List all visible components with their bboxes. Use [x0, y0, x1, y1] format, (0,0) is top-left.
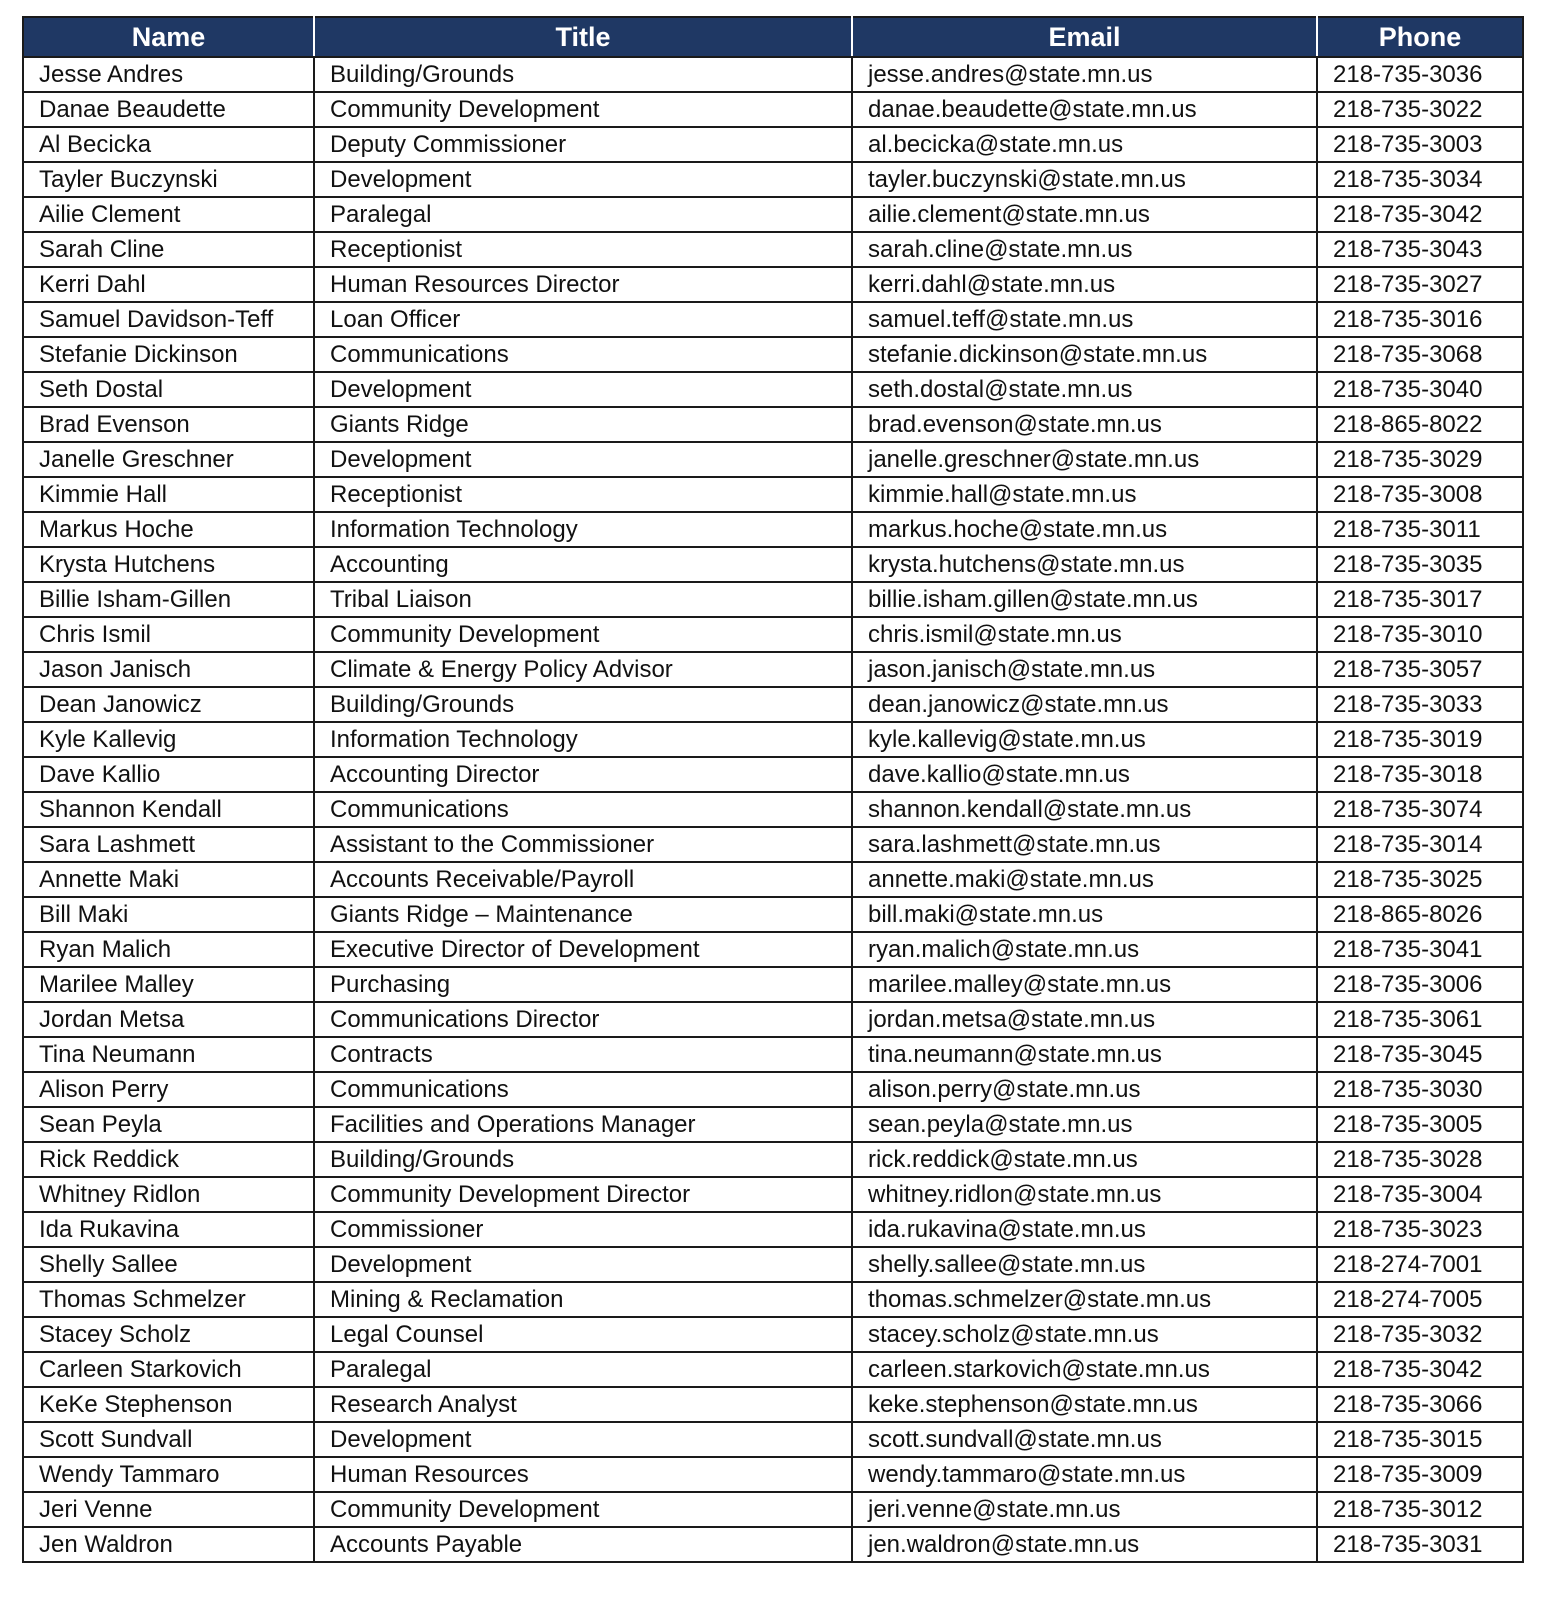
cell-title: Building/Grounds: [314, 1142, 852, 1177]
cell-email: alison.perry@state.mn.us: [852, 1072, 1317, 1107]
cell-phone: 218-735-3009: [1317, 1457, 1523, 1492]
cell-phone: 218-735-3031: [1317, 1527, 1523, 1562]
cell-phone: 218-735-3043: [1317, 232, 1523, 267]
table-row: [23, 1142, 1523, 1177]
cell-name: Alison Perry: [23, 1072, 314, 1107]
cell-name: Jordan Metsa: [23, 1002, 314, 1037]
cell-title: Giants Ridge: [314, 407, 852, 442]
cell-title: Receptionist: [314, 477, 852, 512]
table-row: [23, 1002, 1523, 1037]
cell-phone: 218-865-8026: [1317, 897, 1523, 932]
cell-email: shelly.sallee@state.mn.us: [852, 1247, 1317, 1282]
table-row: [23, 1422, 1523, 1457]
cell-name: Krysta Hutchens: [23, 547, 314, 582]
table-row: [23, 827, 1523, 862]
cell-phone: 218-735-3017: [1317, 582, 1523, 617]
cell-phone: 218-274-7005: [1317, 1282, 1523, 1317]
cell-email: stacey.scholz@state.mn.us: [852, 1317, 1317, 1352]
cell-email: samuel.teff@state.mn.us: [852, 302, 1317, 337]
cell-phone: 218-735-3041: [1317, 932, 1523, 967]
table-row: [23, 897, 1523, 932]
cell-name: Rick Reddick: [23, 1142, 314, 1177]
cell-name: Al Becicka: [23, 127, 314, 162]
column-header-phone: Phone: [1317, 17, 1523, 57]
cell-title: Accounts Receivable/Payroll: [314, 862, 852, 897]
cell-name: Marilee Malley: [23, 967, 314, 1002]
table-row: [23, 1352, 1523, 1387]
table-row: [23, 1247, 1523, 1282]
cell-email: sarah.cline@state.mn.us: [852, 232, 1317, 267]
cell-email: kyle.kallevig@state.mn.us: [852, 722, 1317, 757]
cell-email: stefanie.dickinson@state.mn.us: [852, 337, 1317, 372]
cell-email: jesse.andres@state.mn.us: [852, 57, 1317, 92]
table-row: [23, 1177, 1523, 1212]
cell-title: Development: [314, 1422, 852, 1457]
cell-email: seth.dostal@state.mn.us: [852, 372, 1317, 407]
cell-email: wendy.tammaro@state.mn.us: [852, 1457, 1317, 1492]
cell-title: Paralegal: [314, 197, 852, 232]
staff-directory-table: [22, 16, 1524, 1563]
cell-title: Human Resources: [314, 1457, 852, 1492]
cell-phone: 218-735-3028: [1317, 1142, 1523, 1177]
cell-phone: 218-865-8022: [1317, 407, 1523, 442]
cell-name: Jen Waldron: [23, 1527, 314, 1562]
cell-email: thomas.schmelzer@state.mn.us: [852, 1282, 1317, 1317]
cell-title: Human Resources Director: [314, 267, 852, 302]
cell-email: tina.neumann@state.mn.us: [852, 1037, 1317, 1072]
cell-title: Community Development Director: [314, 1177, 852, 1212]
cell-name: Kerri Dahl: [23, 267, 314, 302]
cell-name: Whitney Ridlon: [23, 1177, 314, 1212]
cell-email: ida.rukavina@state.mn.us: [852, 1212, 1317, 1247]
cell-title: Accounting Director: [314, 757, 852, 792]
table-row: [23, 442, 1523, 477]
cell-phone: 218-735-3022: [1317, 92, 1523, 127]
cell-title: Executive Director of Development: [314, 932, 852, 967]
cell-email: kerri.dahl@state.mn.us: [852, 267, 1317, 302]
cell-name: Sara Lashmett: [23, 827, 314, 862]
cell-title: Tribal Liaison: [314, 582, 852, 617]
column-header-email: Email: [852, 17, 1317, 57]
table-row: [23, 1072, 1523, 1107]
cell-phone: 218-735-3032: [1317, 1317, 1523, 1352]
cell-name: Jesse Andres: [23, 57, 314, 92]
table-row: [23, 582, 1523, 617]
cell-phone: 218-735-3061: [1317, 1002, 1523, 1037]
cell-email: tayler.buczynski@state.mn.us: [852, 162, 1317, 197]
table-row: [23, 337, 1523, 372]
cell-email: rick.reddick@state.mn.us: [852, 1142, 1317, 1177]
cell-title: Communications Director: [314, 1002, 852, 1037]
cell-email: jeri.venne@state.mn.us: [852, 1492, 1317, 1527]
cell-email: chris.ismil@state.mn.us: [852, 617, 1317, 652]
cell-phone: 218-735-3042: [1317, 197, 1523, 232]
cell-name: Sean Peyla: [23, 1107, 314, 1142]
cell-email: jason.janisch@state.mn.us: [852, 652, 1317, 687]
cell-name: Ailie Clement: [23, 197, 314, 232]
table-row: [23, 267, 1523, 302]
cell-email: sara.lashmett@state.mn.us: [852, 827, 1317, 862]
cell-title: Purchasing: [314, 967, 852, 1002]
cell-phone: 218-735-3006: [1317, 967, 1523, 1002]
cell-name: Annette Maki: [23, 862, 314, 897]
column-header-name: Name: [23, 17, 314, 57]
cell-phone: 218-735-3040: [1317, 372, 1523, 407]
cell-email: marilee.malley@state.mn.us: [852, 967, 1317, 1002]
cell-title: Communications: [314, 792, 852, 827]
cell-title: Loan Officer: [314, 302, 852, 337]
cell-name: Billie Isham-Gillen: [23, 582, 314, 617]
cell-phone: 218-735-3042: [1317, 1352, 1523, 1387]
cell-name: Dean Janowicz: [23, 687, 314, 722]
cell-title: Community Development: [314, 92, 852, 127]
cell-title: Commissioner: [314, 1212, 852, 1247]
header-row: [23, 17, 1523, 57]
column-header-title: Title: [314, 17, 852, 57]
cell-email: jen.waldron@state.mn.us: [852, 1527, 1317, 1562]
cell-title: Giants Ridge – Maintenance: [314, 897, 852, 932]
cell-name: Brad Evenson: [23, 407, 314, 442]
cell-email: jordan.metsa@state.mn.us: [852, 1002, 1317, 1037]
table-row: [23, 862, 1523, 897]
table-row: [23, 792, 1523, 827]
table-row: [23, 1212, 1523, 1247]
cell-name: Shelly Sallee: [23, 1247, 314, 1282]
cell-name: Janelle Greschner: [23, 442, 314, 477]
table-body: [23, 57, 1523, 1562]
cell-phone: 218-735-3068: [1317, 337, 1523, 372]
cell-email: markus.hoche@state.mn.us: [852, 512, 1317, 547]
cell-phone: 218-735-3030: [1317, 1072, 1523, 1107]
table-row: [23, 407, 1523, 442]
cell-phone: 218-735-3008: [1317, 477, 1523, 512]
cell-phone: 218-735-3018: [1317, 757, 1523, 792]
cell-phone: 218-735-3003: [1317, 127, 1523, 162]
cell-email: sean.peyla@state.mn.us: [852, 1107, 1317, 1142]
cell-name: Stefanie Dickinson: [23, 337, 314, 372]
table-row: [23, 1387, 1523, 1422]
cell-email: carleen.starkovich@state.mn.us: [852, 1352, 1317, 1387]
cell-phone: 218-735-3027: [1317, 267, 1523, 302]
cell-name: Scott Sundvall: [23, 1422, 314, 1457]
cell-name: Stacey Scholz: [23, 1317, 314, 1352]
cell-phone: 218-274-7001: [1317, 1247, 1523, 1282]
cell-title: Accounts Payable: [314, 1527, 852, 1562]
cell-title: Legal Counsel: [314, 1317, 852, 1352]
table-row: [23, 1107, 1523, 1142]
table-row: [23, 127, 1523, 162]
cell-name: Chris Ismil: [23, 617, 314, 652]
cell-phone: 218-735-3034: [1317, 162, 1523, 197]
cell-email: scott.sundvall@state.mn.us: [852, 1422, 1317, 1457]
cell-phone: 218-735-3029: [1317, 442, 1523, 477]
cell-email: kimmie.hall@state.mn.us: [852, 477, 1317, 512]
cell-title: Facilities and Operations Manager: [314, 1107, 852, 1142]
table-row: [23, 372, 1523, 407]
cell-name: Carleen Starkovich: [23, 1352, 314, 1387]
cell-phone: 218-735-3035: [1317, 547, 1523, 582]
cell-phone: 218-735-3015: [1317, 1422, 1523, 1457]
cell-name: Shannon Kendall: [23, 792, 314, 827]
table-row: [23, 1457, 1523, 1492]
table-row: [23, 92, 1523, 127]
cell-title: Information Technology: [314, 722, 852, 757]
cell-email: brad.evenson@state.mn.us: [852, 407, 1317, 442]
cell-name: Tayler Buczynski: [23, 162, 314, 197]
cell-title: Development: [314, 1247, 852, 1282]
cell-email: ryan.malich@state.mn.us: [852, 932, 1317, 967]
table-row: [23, 1317, 1523, 1352]
cell-title: Climate & Energy Policy Advisor: [314, 652, 852, 687]
cell-name: Kimmie Hall: [23, 477, 314, 512]
table-row: [23, 1037, 1523, 1072]
cell-title: Research Analyst: [314, 1387, 852, 1422]
cell-title: Information Technology: [314, 512, 852, 547]
cell-email: billie.isham.gillen@state.mn.us: [852, 582, 1317, 617]
cell-name: Ida Rukavina: [23, 1212, 314, 1247]
cell-email: al.becicka@state.mn.us: [852, 127, 1317, 162]
table-row: [23, 302, 1523, 337]
cell-name: Danae Beaudette: [23, 92, 314, 127]
cell-title: Development: [314, 162, 852, 197]
table-row: [23, 687, 1523, 722]
cell-title: Accounting: [314, 547, 852, 582]
cell-name: KeKe Stephenson: [23, 1387, 314, 1422]
cell-phone: 218-735-3012: [1317, 1492, 1523, 1527]
table-row: [23, 232, 1523, 267]
cell-name: Jeri Venne: [23, 1492, 314, 1527]
cell-email: bill.maki@state.mn.us: [852, 897, 1317, 932]
cell-title: Mining & Reclamation: [314, 1282, 852, 1317]
cell-phone: 218-735-3033: [1317, 687, 1523, 722]
cell-title: Assistant to the Commissioner: [314, 827, 852, 862]
table-row: [23, 617, 1523, 652]
table-row: [23, 197, 1523, 232]
cell-phone: 218-735-3019: [1317, 722, 1523, 757]
cell-email: krysta.hutchens@state.mn.us: [852, 547, 1317, 582]
cell-name: Sarah Cline: [23, 232, 314, 267]
cell-name: Samuel Davidson-Teff: [23, 302, 314, 337]
cell-name: Seth Dostal: [23, 372, 314, 407]
table-row: [23, 722, 1523, 757]
table-row: [23, 547, 1523, 582]
table-row: [23, 57, 1523, 92]
table-row: [23, 932, 1523, 967]
cell-title: Building/Grounds: [314, 687, 852, 722]
cell-title: Development: [314, 372, 852, 407]
cell-title: Deputy Commissioner: [314, 127, 852, 162]
table-row: [23, 652, 1523, 687]
cell-name: Ryan Malich: [23, 932, 314, 967]
table-row: [23, 1527, 1523, 1562]
cell-name: Dave Kallio: [23, 757, 314, 792]
cell-name: Thomas Schmelzer: [23, 1282, 314, 1317]
cell-email: shannon.kendall@state.mn.us: [852, 792, 1317, 827]
cell-email: whitney.ridlon@state.mn.us: [852, 1177, 1317, 1212]
table-row: [23, 512, 1523, 547]
cell-title: Building/Grounds: [314, 57, 852, 92]
cell-name: Tina Neumann: [23, 1037, 314, 1072]
cell-title: Paralegal: [314, 1352, 852, 1387]
cell-phone: 218-735-3074: [1317, 792, 1523, 827]
cell-phone: 218-735-3036: [1317, 57, 1523, 92]
table-header: [23, 17, 1523, 57]
cell-title: Communications: [314, 337, 852, 372]
cell-phone: 218-735-3057: [1317, 652, 1523, 687]
cell-name: Wendy Tammaro: [23, 1457, 314, 1492]
table-row: [23, 477, 1523, 512]
table-row: [23, 162, 1523, 197]
cell-email: janelle.greschner@state.mn.us: [852, 442, 1317, 477]
cell-email: annette.maki@state.mn.us: [852, 862, 1317, 897]
cell-title: Community Development: [314, 617, 852, 652]
table-row: [23, 1282, 1523, 1317]
cell-phone: 218-735-3066: [1317, 1387, 1523, 1422]
cell-email: dean.janowicz@state.mn.us: [852, 687, 1317, 722]
cell-title: Receptionist: [314, 232, 852, 267]
cell-phone: 218-735-3023: [1317, 1212, 1523, 1247]
cell-title: Community Development: [314, 1492, 852, 1527]
cell-phone: 218-735-3025: [1317, 862, 1523, 897]
cell-name: Markus Hoche: [23, 512, 314, 547]
cell-name: Bill Maki: [23, 897, 314, 932]
cell-email: keke.stephenson@state.mn.us: [852, 1387, 1317, 1422]
cell-phone: 218-735-3004: [1317, 1177, 1523, 1212]
cell-phone: 218-735-3011: [1317, 512, 1523, 547]
cell-email: ailie.clement@state.mn.us: [852, 197, 1317, 232]
cell-phone: 218-735-3014: [1317, 827, 1523, 862]
cell-phone: 218-735-3016: [1317, 302, 1523, 337]
cell-title: Contracts: [314, 1037, 852, 1072]
cell-phone: 218-735-3010: [1317, 617, 1523, 652]
table-row: [23, 967, 1523, 1002]
table-row: [23, 757, 1523, 792]
cell-email: danae.beaudette@state.mn.us: [852, 92, 1317, 127]
cell-name: Kyle Kallevig: [23, 722, 314, 757]
cell-title: Communications: [314, 1072, 852, 1107]
table-row: [23, 1492, 1523, 1527]
cell-phone: 218-735-3045: [1317, 1037, 1523, 1072]
cell-name: Jason Janisch: [23, 652, 314, 687]
cell-phone: 218-735-3005: [1317, 1107, 1523, 1142]
cell-title: Development: [314, 442, 852, 477]
cell-email: dave.kallio@state.mn.us: [852, 757, 1317, 792]
